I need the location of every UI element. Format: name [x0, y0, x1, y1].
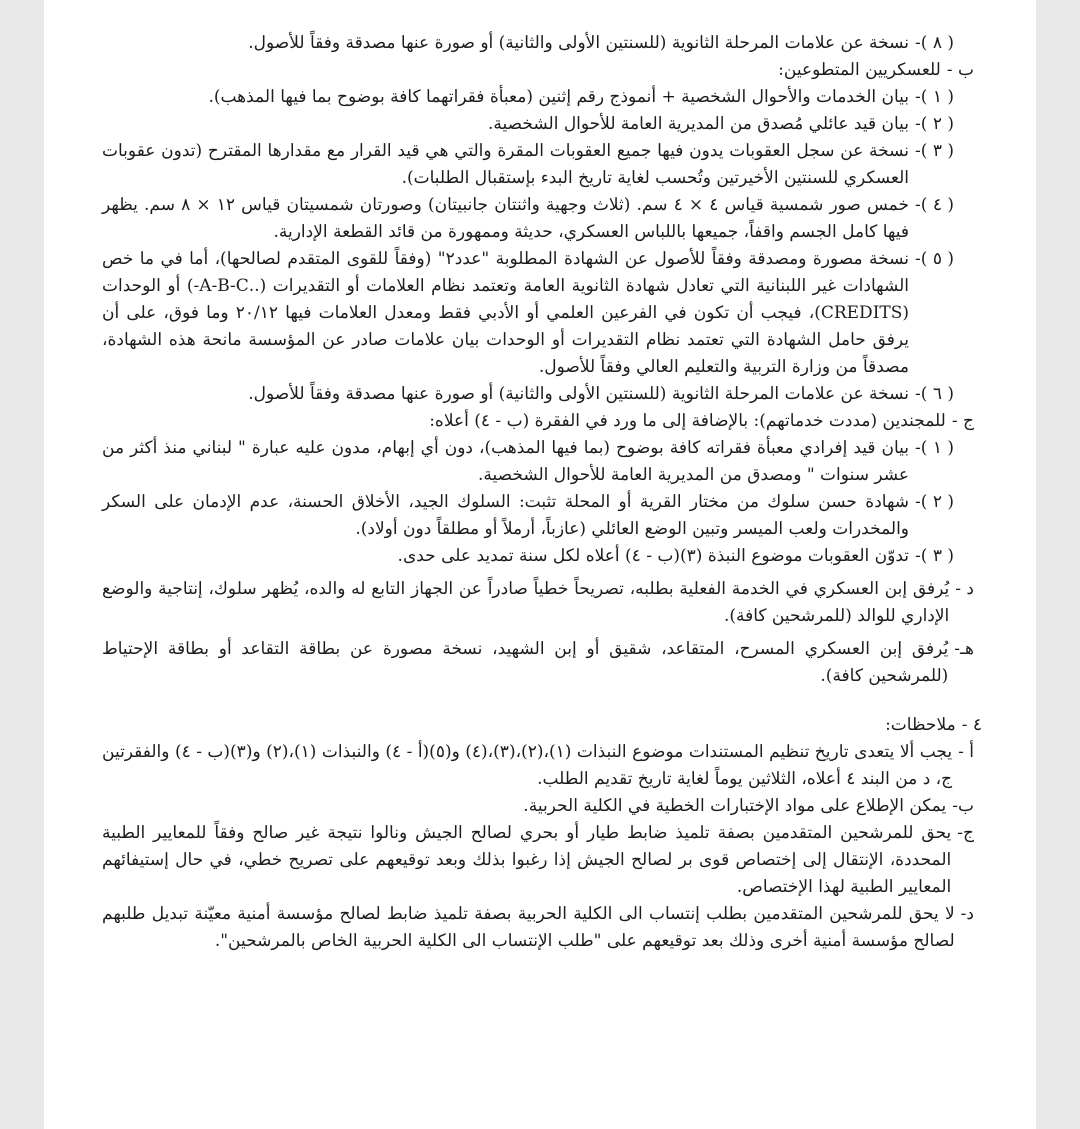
- note-b: [102, 793, 982, 820]
- item-b3: [102, 138, 982, 192]
- notes-heading: [102, 712, 982, 739]
- item-text: نسخة عن سجل العقوبات يدون فيها جميع العقوبات المقرة والتي هي قيد القرار مع مقدارها المقترح (تدون عقوبات العسكري للسنتين الأخيرتين وتُحسب لغاية تاريخ البدء بإستقبال الطلبات).: [102, 141, 910, 188]
- section-label: ب -: [946, 60, 974, 80]
- item-a8: [102, 30, 982, 57]
- item-label: ( ٥ )-: [915, 249, 954, 269]
- item-b4: [102, 192, 982, 246]
- item-label: ( ٣ )-: [915, 141, 954, 161]
- item-label: ( ١ )-: [915, 438, 954, 458]
- note-text: يمكن الإطلاع على مواد الإختبارات الخطية في الكلية الحربية.: [523, 796, 947, 816]
- section-title: للعسكريين المتطوعين:: [778, 60, 941, 80]
- note-text: يجب ألا يتعدى تاريخ تنظيم المستندات موضوع النبذات (١)،(٢)،(٣)،(٤) و(٥)(أ - ٤) والنبذات (١)،(٢) و(٣)(ب - ٤) والفقرتين ج، د من البند ٤ أعلاه، الثلاثين يوماً لغاية تاريخ تقديم الطلب.: [102, 742, 953, 789]
- item-c2: [102, 489, 982, 543]
- note-text: لا يحق للمرشحين المتقدمين بطلب إنتساب الى الكلية الحربية بصفة تلميذ ضابط لصالح مؤسسة أمنية معيّنة تبديل طلبهم لصالح مؤسسة أمنية أخرى وذلك بعد توقيعهم على "طلب الإنتساب الى الكلية الحربية الخاص بالمرشحين".: [102, 904, 955, 951]
- item-b2: [102, 111, 982, 138]
- note-d: [102, 901, 982, 955]
- item-text: خمس صور شمسية قياس ٤ × ٤ سم. (ثلاث وجهية واثنتان جانبيتان) وصورتان شمسيتان قياس ١٢ × ٨ سم. يظهر فيها كامل الجسم واقفاً، جميعها باللباس العسكري، حديثة وممهورة من قائد القطعة الإدارية.: [102, 195, 910, 242]
- section-title: للمجندين (مددت خدماتهم): بالإضافة إلى ما ورد في الفقرة (ب - ٤) أعلاه:: [429, 411, 946, 431]
- item-c1: [102, 435, 982, 489]
- section-text: يُرفق إبن العسكري في الخدمة الفعلية بطلبه، تصريحاً خطياً صادراً عن الجهاز التابع له والده، يُظهر سلوك، إنتاجية والوضع الإداري للوالد (للمرشحين كافة).: [102, 579, 950, 626]
- section-d: [102, 576, 982, 630]
- note-label: أ -: [958, 742, 974, 762]
- item-b1: [102, 84, 982, 111]
- item-label: ( ٦ )-: [915, 384, 954, 404]
- section-label: هـ-: [954, 639, 974, 659]
- section-label: ٤ -: [961, 715, 982, 735]
- note-label: ج-: [957, 823, 974, 843]
- section-c-heading: [102, 408, 982, 435]
- note-label: ب-: [952, 796, 974, 816]
- item-label: ( ٢ )-: [915, 114, 954, 134]
- spacer: [102, 690, 982, 712]
- item-b6: [102, 381, 982, 408]
- section-label: ج -: [951, 411, 974, 431]
- section-text: يُرفق إبن العسكري المسرح، المتقاعد، شقيق أو إبن الشهيد، نسخة مصورة عن بطاقة التقاعد أو بطاقة الإحتياط (للمرشحين كافة).: [102, 639, 949, 686]
- note-label: د-: [960, 904, 974, 924]
- item-c3: [102, 543, 982, 570]
- item-text: نسخة عن علامات المرحلة الثانوية (للسنتين الأولى والثانية) أو صورة عنها مصدقة وفقاً للأصول.: [248, 33, 910, 53]
- note-a: [102, 739, 982, 793]
- item-b5: [102, 246, 982, 381]
- item-label: ( ٢ )-: [915, 492, 954, 512]
- item-text: نسخة عن علامات المرحلة الثانوية (للسنتين الأولى والثانية) أو صورة عنها مصدقة وفقاً للأصول.: [248, 384, 910, 404]
- item-text: بيان قيد إفرادي معبأة فقراته كافة بوضوح (بما فيها المذهب)، دون أي إبهام، مدون عليه عبارة " لبناني منذ أكثر من عشر سنوات " ومصدق من المديرية العامة للأحوال الشخصية.: [102, 438, 910, 485]
- section-e: [102, 636, 982, 690]
- section-title: ملاحظات:: [885, 715, 956, 735]
- item-text: بيان الخدمات والأحوال الشخصية + أنموذج رقم إثنين (معبأة فقراتهما كافة بوضوح بما فيها المذهب).: [208, 87, 910, 107]
- item-text: بيان قيد عائلي مُصدق من المديرية العامة للأحوال الشخصية.: [487, 114, 910, 134]
- item-label: ( ٨ )-: [915, 33, 954, 53]
- item-text: نسخة مصورة ومصدقة وفقاً للأصول عن الشهادة المطلوبة "عدد٢" (وفقاً للقوى المتقدم لصالحها)، أما في ما خص الشهادات غير اللبنانية التي تعادل شهادة الثانوية العامة وتعتمد نظام العلامات أو التقديرات (..A-B-C-) أو الوحدات (CREDITS)، فيجب أن تكون في الفرعين العلمي أو الأدبي فقط ومعدل العلامات فيها ٢٠/١٢ وما فوق، على أن يرفق حامل الشهادة التي تعتمد نظام التقديرات أو الوحدات بيان علامات صادر عن المؤسسة مانحة هذه الشهادة، مصدقاً من وزارة التربية والتعليم العالي وفقاً للأصول.: [102, 249, 910, 377]
- section-b-heading: [102, 57, 982, 84]
- item-label: ( ٣ )-: [915, 546, 954, 566]
- section-label: د -: [955, 579, 974, 599]
- document-page: [44, 0, 1036, 1129]
- item-label: ( ٤ )-: [915, 195, 954, 215]
- note-text: يحق للمرشحين المتقدمين بصفة تلميذ ضابط طيار أو بحري لصالح الجيش ونالوا نتيجة غير صالح وفقاً للمعايير الطبية المحددة، الإنتقال إلى إختصاص قوى بر لصالح الجيش إذا رغبوا بذلك وبعد توقيعهم على تصريح خطي، في حال إستيفائهم المعايير الطبية لهذا الإختصاص.: [102, 823, 952, 897]
- item-label: ( ١ )-: [915, 87, 954, 107]
- item-text: شهادة حسن سلوك من مختار القرية أو المحلة تثبت: السلوك الجيد، الأخلاق الحسنة، عدم الإدمان على السكر والمخدرات ولعب الميسر وتبين الوضع العائلي (عازباً، أرملاً أو مطلقاً دون أولاد).: [102, 492, 910, 539]
- item-text: تدوّن العقوبات موضوع النبذة (٣)(ب - ٤) أعلاه لكل سنة تمديد على حدى.: [397, 546, 910, 566]
- note-c: [102, 820, 982, 901]
